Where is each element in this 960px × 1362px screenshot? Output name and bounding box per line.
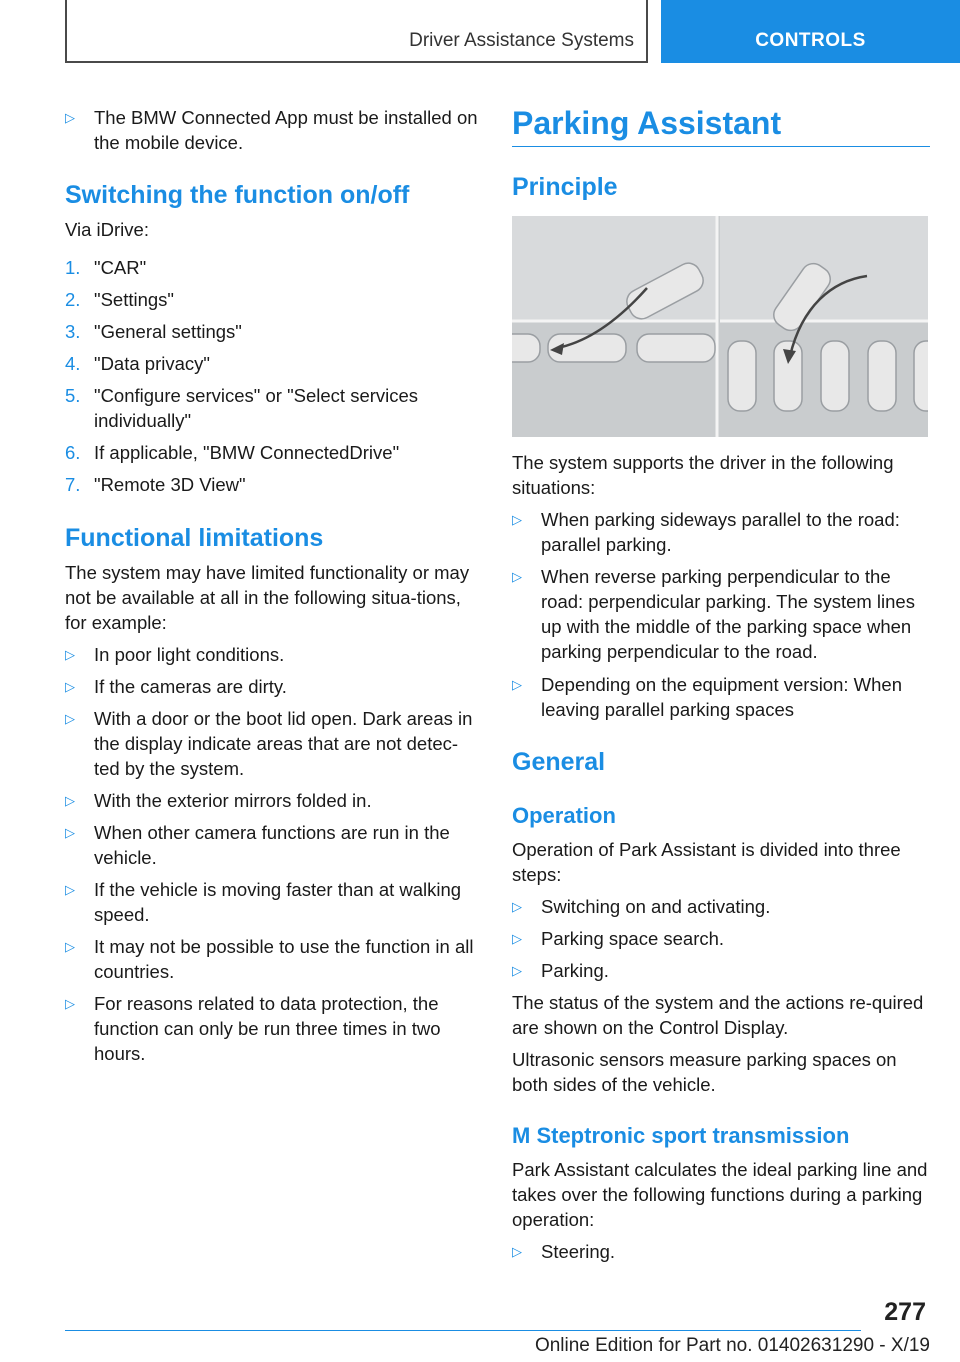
step-text: "Settings" (94, 289, 174, 310)
heading-switching: Switching the function on/off (65, 181, 410, 209)
step-number: 2. (65, 289, 81, 310)
heading-rule (512, 146, 930, 147)
heading-m-steptronic: M Steptronic sport transmission (512, 1123, 850, 1148)
header-section-box (65, 0, 648, 63)
step-text: "General settings" (94, 321, 242, 342)
header-tab-controls[interactable] (661, 0, 960, 63)
triangle-bullet-icon: ▷ (512, 931, 522, 946)
triangle-bullet-icon: ▷ (65, 793, 75, 808)
step-text: "Remote 3D View" (94, 474, 246, 495)
step-number: 7. (65, 474, 81, 495)
operation-step-text: Parking. (541, 960, 609, 981)
limitation-text: With the exterior mirrors folded in. (94, 790, 372, 811)
triangle-bullet-icon: ▷ (65, 882, 75, 897)
step-text: "Configure services" or "Select services individually" (94, 385, 419, 431)
m-steptronic-bullet-text: Steering. (541, 1241, 616, 1262)
step-number: 3. (65, 321, 81, 342)
step-number: 4. (65, 353, 81, 374)
heading-parking-assistant: Parking Assistant (512, 105, 782, 141)
triangle-bullet-icon: ▷ (65, 996, 75, 1011)
triangle-bullet-icon: ▷ (512, 1244, 522, 1259)
situation-text: Depending on the equipment version: When leaving parallel parking spaces (541, 674, 902, 720)
limitation-text: With a door or the boot lid open. Dark areas in the display indicate areas that are not detec-ted by the system. (94, 708, 473, 779)
limitation-text: When other camera functions are run in the vehicle. (94, 822, 450, 868)
triangle-bullet-icon: ▷ (65, 825, 75, 840)
heading-principle: Principle (512, 173, 618, 201)
situation-text: When parking sideways parallel to the road: parallel parking. (541, 509, 900, 555)
heading-operation: Operation (512, 803, 616, 828)
triangle-bullet-icon: ▷ (65, 711, 75, 726)
heading-general: General (512, 748, 606, 776)
limitation-text: For reasons related to data protection, the function can only be run three times in two hours. (94, 993, 441, 1064)
status-text: The status of the system and the actions re-quired are shown on the Control Display. (512, 992, 924, 1038)
principle-text: The system supports the driver in the following situations: (512, 452, 894, 498)
limitation-text: If the cameras are dirty. (94, 676, 287, 697)
triangle-bullet-icon: ▷ (65, 939, 75, 954)
situation-text: When reverse parking perpendicular to the road: perpendicular parking. The system lines up with the middle of the parking space when parking perpendicular to the road. (541, 566, 915, 662)
header-tab-label: CONTROLS (755, 30, 866, 51)
limitation-text: If the vehicle is moving faster than at walking speed. (94, 879, 462, 925)
step-number: 5. (65, 385, 81, 406)
heading-functional-limitations: Functional limitations (65, 524, 324, 552)
footer-edition: Online Edition for Part no. 01402631290 - X/19 (534, 1335, 930, 1356)
triangle-bullet-icon: ▷ (65, 679, 75, 694)
triangle-bullet-icon: ▷ (65, 647, 75, 662)
operation-step-text: Switching on and activating. (541, 896, 771, 917)
limitation-text: It may not be possible to use the function in all countries. (94, 936, 474, 982)
triangle-bullet-icon: ▷ (512, 677, 522, 692)
parking-illustration (512, 216, 928, 437)
triangle-bullet-icon: ▷ (65, 110, 75, 125)
page-number: 277 (884, 1298, 926, 1326)
footer-rule (65, 1330, 861, 1331)
limitations-intro: The system may have limited functionality or may not be available at all in the following situa-tions, for example: (65, 562, 470, 633)
triangle-bullet-icon: ▷ (512, 569, 522, 584)
step-text: "CAR" (94, 257, 147, 278)
step-text: "Data privacy" (94, 353, 210, 374)
header-section-title: Driver Assistance Systems (409, 30, 634, 51)
ultrasonic-text: Ultrasonic sensors measure parking spaces on both sides of the vehicle. (512, 1049, 897, 1095)
operation-step-text: Parking space search. (541, 928, 725, 949)
parking-diagram-icon (512, 216, 928, 437)
step-number: 6. (65, 442, 81, 463)
bullet-text: The BMW Connected App must be installed on the mobile device. (94, 107, 478, 153)
limitation-text: In poor light conditions. (94, 644, 285, 665)
m-steptronic-text: Park Assistant calculates the ideal parking line and takes over the following functions during a parking operation: (512, 1159, 928, 1230)
triangle-bullet-icon: ▷ (512, 512, 522, 527)
triangle-bullet-icon: ▷ (512, 963, 522, 978)
step-text: If applicable, "BMW ConnectedDrive" (94, 442, 400, 463)
triangle-bullet-icon: ▷ (512, 899, 522, 914)
step-number: 1. (65, 257, 81, 278)
operation-text: Operation of Park Assistant is divided into three steps: (512, 839, 901, 885)
via-idrive: Via iDrive: (65, 219, 149, 240)
